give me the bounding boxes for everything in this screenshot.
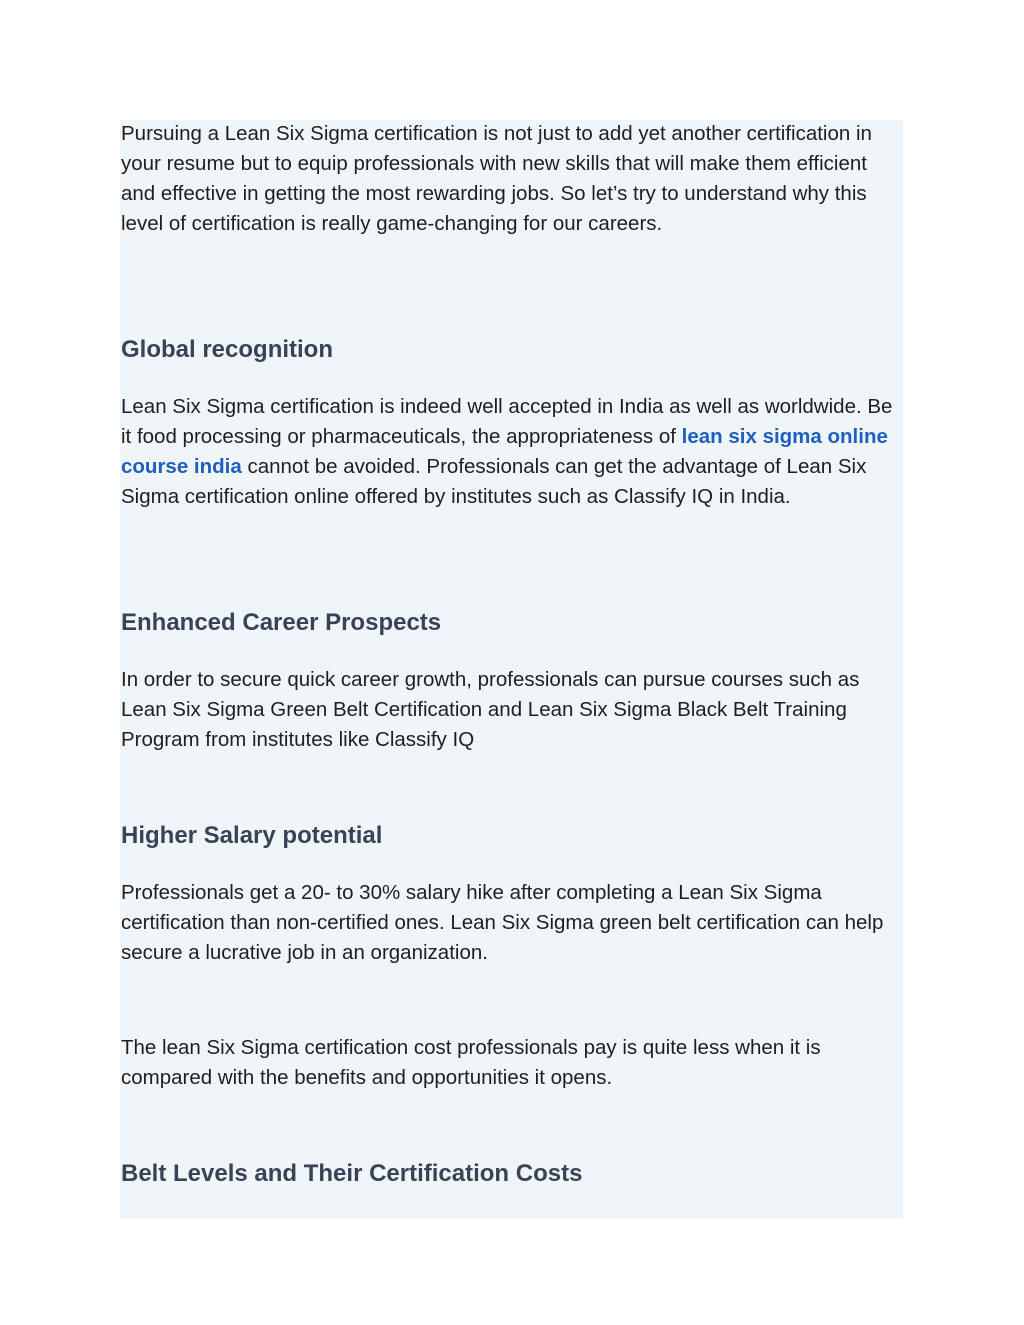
lean-six-sigma-course-link[interactable]: lean six sigma online course india [121, 425, 888, 478]
salary-paragraph: Professionals get a 20- to 30% salary hike after completing a Lean Six Sigma certification than non-certified ones. Lean Six Sigma green belt certification can help secure a lucrative job in an organization. [121, 881, 884, 964]
intro-paragraph: Pursuing a Lean Six Sigma certification is not just to add yet another certification in your resume but to equip professionals with new skills that will make them efficient and effective in getting the most rewarding jobs. So let’s try to understand why this level of certification is really game-changing for our careers. [121, 122, 872, 235]
global-recognition-paragraph [121, 392, 901, 512]
global-recognition-text-end: cannot be avoided. Professionals can get the advantage of Lean Six Sigma certification online offered by institutes such as Classify IQ in India. [121, 455, 867, 508]
career-prospects-paragraph: In order to secure quick career growth, professionals can pursue courses such as Lean Six Sigma Green Belt Certification and Lean Six Sigma Black Belt Training Program from institutes like Classify IQ [121, 668, 860, 751]
heading-enhanced-career-prospects: Enhanced Career Prospects [121, 609, 442, 636]
heading-belt-levels: Belt Levels and Their Certification Costs [121, 1160, 583, 1187]
heading-global-recognition: Global recognition [121, 336, 334, 363]
global-recognition-text-start: Lean Six Sigma certification is indeed well accepted in India as well as worldwide. Be it food processing or pharmaceuticals, the appropriateness of [121, 395, 893, 448]
heading-higher-salary-potential: Higher Salary potential [121, 822, 383, 849]
certification-cost-paragraph: The lean Six Sigma certification cost professionals pay is quite less when it is compared with the benefits and opportunities it opens. [121, 1036, 821, 1089]
